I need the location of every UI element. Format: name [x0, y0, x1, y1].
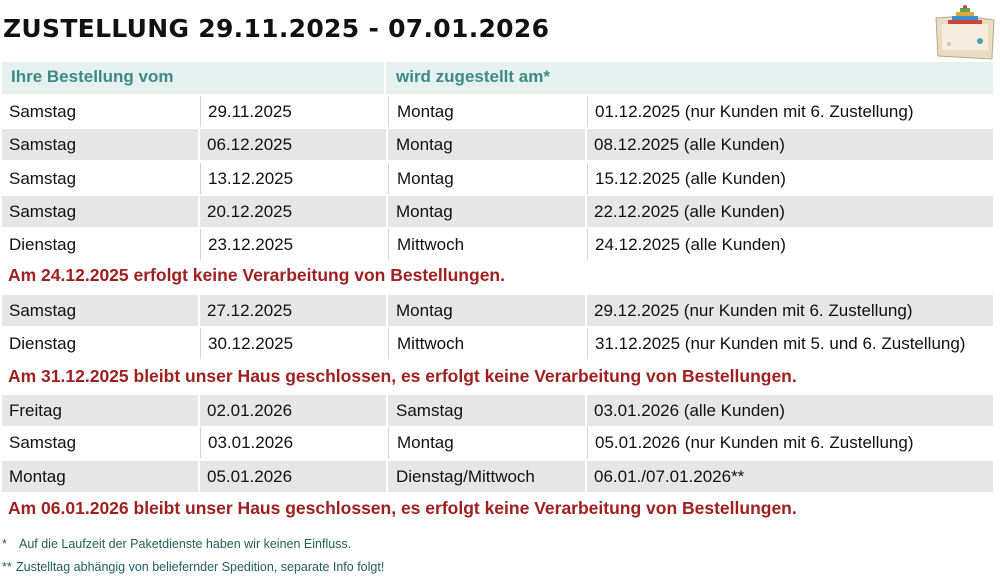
delivery-weekday: Mittwoch: [388, 328, 585, 359]
order-weekday: Samstag: [2, 196, 198, 227]
order-date: 20.12.2025: [200, 196, 386, 227]
order-date: 06.12.2025: [200, 129, 386, 160]
order-weekday: Samstag: [2, 427, 198, 458]
order-date: 23.12.2025: [200, 229, 386, 260]
delivery-date: 01.12.2025 (nur Kunden mit 6. Zustellung): [587, 96, 993, 127]
order-date: 27.12.2025: [200, 295, 386, 326]
delivery-weekday: Dienstag/Mittwoch: [388, 461, 585, 492]
order-date: 02.01.2026: [200, 395, 386, 426]
order-date: 05.01.2026: [200, 461, 386, 492]
delivery-date: 31.12.2025 (nur Kunden mit 5. und 6. Zustellung): [587, 328, 993, 359]
order-weekday: Samstag: [2, 163, 198, 194]
order-weekday: Montag: [2, 461, 198, 492]
closure-notice: Am 06.01.2026 bleibt unser Haus geschlossen, es erfolgt keine Verarbeitung von Bestellungen.: [8, 498, 797, 518]
delivery-weekday: Montag: [388, 427, 585, 458]
footnote: [2, 537, 351, 551]
order-weekday: Dienstag: [2, 328, 198, 359]
footnote-marker: *: [2, 537, 7, 551]
table-row: [2, 129, 993, 160]
order-date: 29.11.2025: [200, 96, 386, 127]
gift-boxes-logo-icon: [934, 4, 996, 60]
table-row: [2, 295, 993, 326]
footnote: [2, 560, 384, 574]
delivery-date: 06.01./07.01.2026**: [587, 461, 993, 492]
table-row: [2, 196, 993, 227]
order-date: 30.12.2025: [200, 328, 386, 359]
order-weekday: Samstag: [2, 96, 198, 127]
order-date: 13.12.2025: [200, 163, 386, 194]
delivery-weekday: Montag: [388, 295, 585, 326]
delivery-date: 08.12.2025 (alle Kunden): [587, 129, 993, 160]
order-date: 03.01.2026: [200, 427, 386, 458]
delivery-weekday: Montag: [388, 96, 585, 127]
delivery-date: 22.12.2025 (alle Kunden): [587, 196, 993, 227]
header-order-date: Ihre Bestellung vom: [2, 62, 384, 94]
table-row: [2, 328, 993, 359]
table-row: [2, 461, 993, 492]
order-weekday: Samstag: [2, 295, 198, 326]
delivery-date: 03.01.2026 (alle Kunden): [587, 395, 993, 426]
table-row: [2, 229, 993, 260]
header-delivery-date: wird zugestellt am*: [386, 62, 993, 94]
delivery-weekday: Samstag: [388, 395, 585, 426]
delivery-weekday: Mittwoch: [388, 229, 585, 260]
order-weekday: Samstag: [2, 129, 198, 160]
page-title: ZUSTELLUNG 29.11.2025 - 07.01.2026: [3, 14, 550, 43]
table-row: [2, 395, 993, 426]
delivery-date: 15.12.2025 (alle Kunden): [587, 163, 993, 194]
delivery-weekday: Montag: [388, 163, 585, 194]
delivery-weekday: Montag: [388, 129, 585, 160]
table-row: [2, 96, 993, 127]
table-row: [2, 163, 993, 194]
delivery-date: 29.12.2025 (nur Kunden mit 6. Zustellung): [587, 295, 993, 326]
delivery-date: 24.12.2025 (alle Kunden): [587, 229, 993, 260]
table-header: [2, 62, 993, 94]
footnote-text: Auf die Laufzeit der Paketdienste haben wir keinen Einfluss.: [19, 537, 352, 551]
footnote-text: Zustelltag abhängig von beliefernder Spedition, separate Info folgt!: [16, 560, 385, 574]
order-weekday: Dienstag: [2, 229, 198, 260]
table-row: [2, 427, 993, 458]
delivery-date: 05.01.2026 (nur Kunden mit 6. Zustellung): [587, 427, 993, 458]
closure-notice: Am 31.12.2025 bleibt unser Haus geschlossen, es erfolgt keine Verarbeitung von Bestellungen.: [8, 366, 797, 386]
closure-notice: Am 24.12.2025 erfolgt keine Verarbeitung von Bestellungen.: [8, 265, 505, 285]
delivery-weekday: Montag: [388, 196, 585, 227]
order-weekday: Freitag: [2, 395, 198, 426]
footnote-marker: **: [2, 560, 12, 574]
